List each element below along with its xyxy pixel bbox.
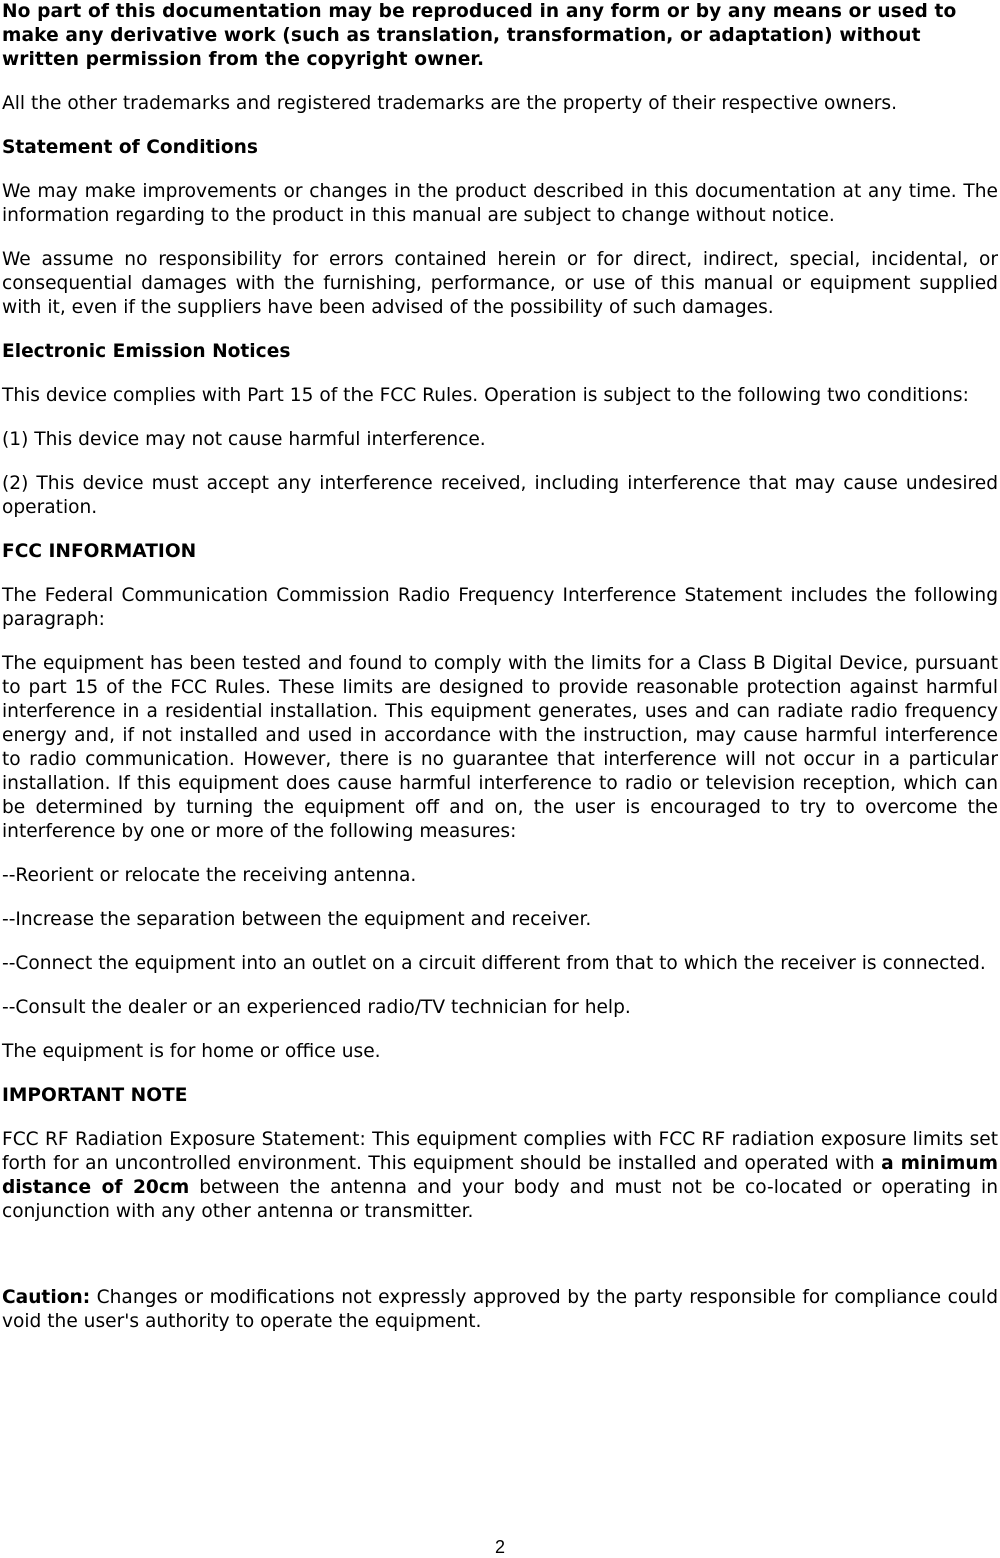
emission-condition-2: (2) This device must accept any interference received, including interference that may cause undesired operation.: [2, 473, 998, 518]
rf-exposure-statement: [2, 1128, 998, 1224]
caution-statement: [2, 1286, 998, 1334]
fcc-measure-4: --Consult the dealer or an experienced radio/TV technician for help.: [2, 997, 631, 1018]
emission-paragraph-1: This device complies with Part 15 of the FCC Rules. Operation is subject to the following two conditions:: [2, 385, 969, 406]
caution-text: Changes or modifications not expressly approved by the party responsible for compliance could void the user's authority to operate the equipment.: [2, 1287, 998, 1332]
fcc-paragraph-2: The equipment has been tested and found to comply with the limits for a Class B Digital Device, pursuant to part 15 of the FCC Rules. These limits are designed to provide reasonable protection against harmful interference in a residential installation. This equipment generates, uses and can radiate radio frequency energy and, if not installed and used in accordance with the instruction, may cause harmful interference to radio communication. However, there is no guarantee that interference will not occur in a particular installation. If this equipment does cause harmful interference to radio or television reception, which can be determined by turning the equipment off and on, the user is encouraged to try to overcome the interference by one or more of the following measures:: [2, 653, 998, 842]
fcc-measure-2: --Increase the separation between the equipment and receiver.: [2, 909, 592, 930]
document-page: [2, 0, 998, 1354]
conditions-paragraph-2: We assume no responsibility for errors contained herein or for direct, indirect, special, incidental, or consequential damages with the furnishing, performance, or use of this manual or equipment supplied with it, even if the suppliers have been advised of the possibility of such damages.: [2, 249, 998, 318]
fcc-measure-1: --Reorient or relocate the receiving antenna.: [2, 865, 417, 886]
emission-heading: Electronic Emission Notices: [2, 341, 291, 362]
important-note-heading: IMPORTANT NOTE: [2, 1085, 188, 1106]
emission-condition-1: (1) This device may not cause harmful interference.: [2, 429, 486, 450]
conditions-paragraph-1: We may make improvements or changes in the product described in this documentation at any time. The information regarding to the product in this manual are subject to change without notice.: [2, 181, 998, 226]
page-number: 2: [494, 1537, 505, 1557]
minimum-distance: a minimum distance of 20cm: [2, 1153, 998, 1198]
caution-label: Caution:: [2, 1287, 91, 1308]
rf-text-after: between the antenna and your body and must not be co-located or operating in conjunction with any other antenna or transmitter.: [2, 1177, 998, 1222]
rf-text-before: FCC RF Radiation Exposure Statement: This equipment complies with FCC RF radiation exposure limits set forth for an uncontrolled environment. This equipment should be installed and operated with: [2, 1129, 998, 1174]
spacer: [2, 1244, 998, 1286]
fcc-paragraph-1: The Federal Communication Commission Radio Frequency Interference Statement includes the following paragraph:: [2, 585, 998, 630]
fcc-heading: FCC INFORMATION: [2, 541, 197, 562]
copyright-notice: No part of this documentation may be reproduced in any form or by any means or used to make any derivative work (such as translation, transformation, or adaptation) without written permission from the copyright owner.: [2, 1, 957, 70]
fcc-measure-3: --Connect the equipment into an outlet on a circuit different from that to which the receiver is connected.: [2, 953, 986, 974]
trademarks-notice: All the other trademarks and registered trademarks are the property of their respective owners.: [2, 93, 898, 114]
fcc-use-statement: The equipment is for home or office use.: [2, 1041, 381, 1062]
conditions-heading: Statement of Conditions: [2, 137, 258, 158]
